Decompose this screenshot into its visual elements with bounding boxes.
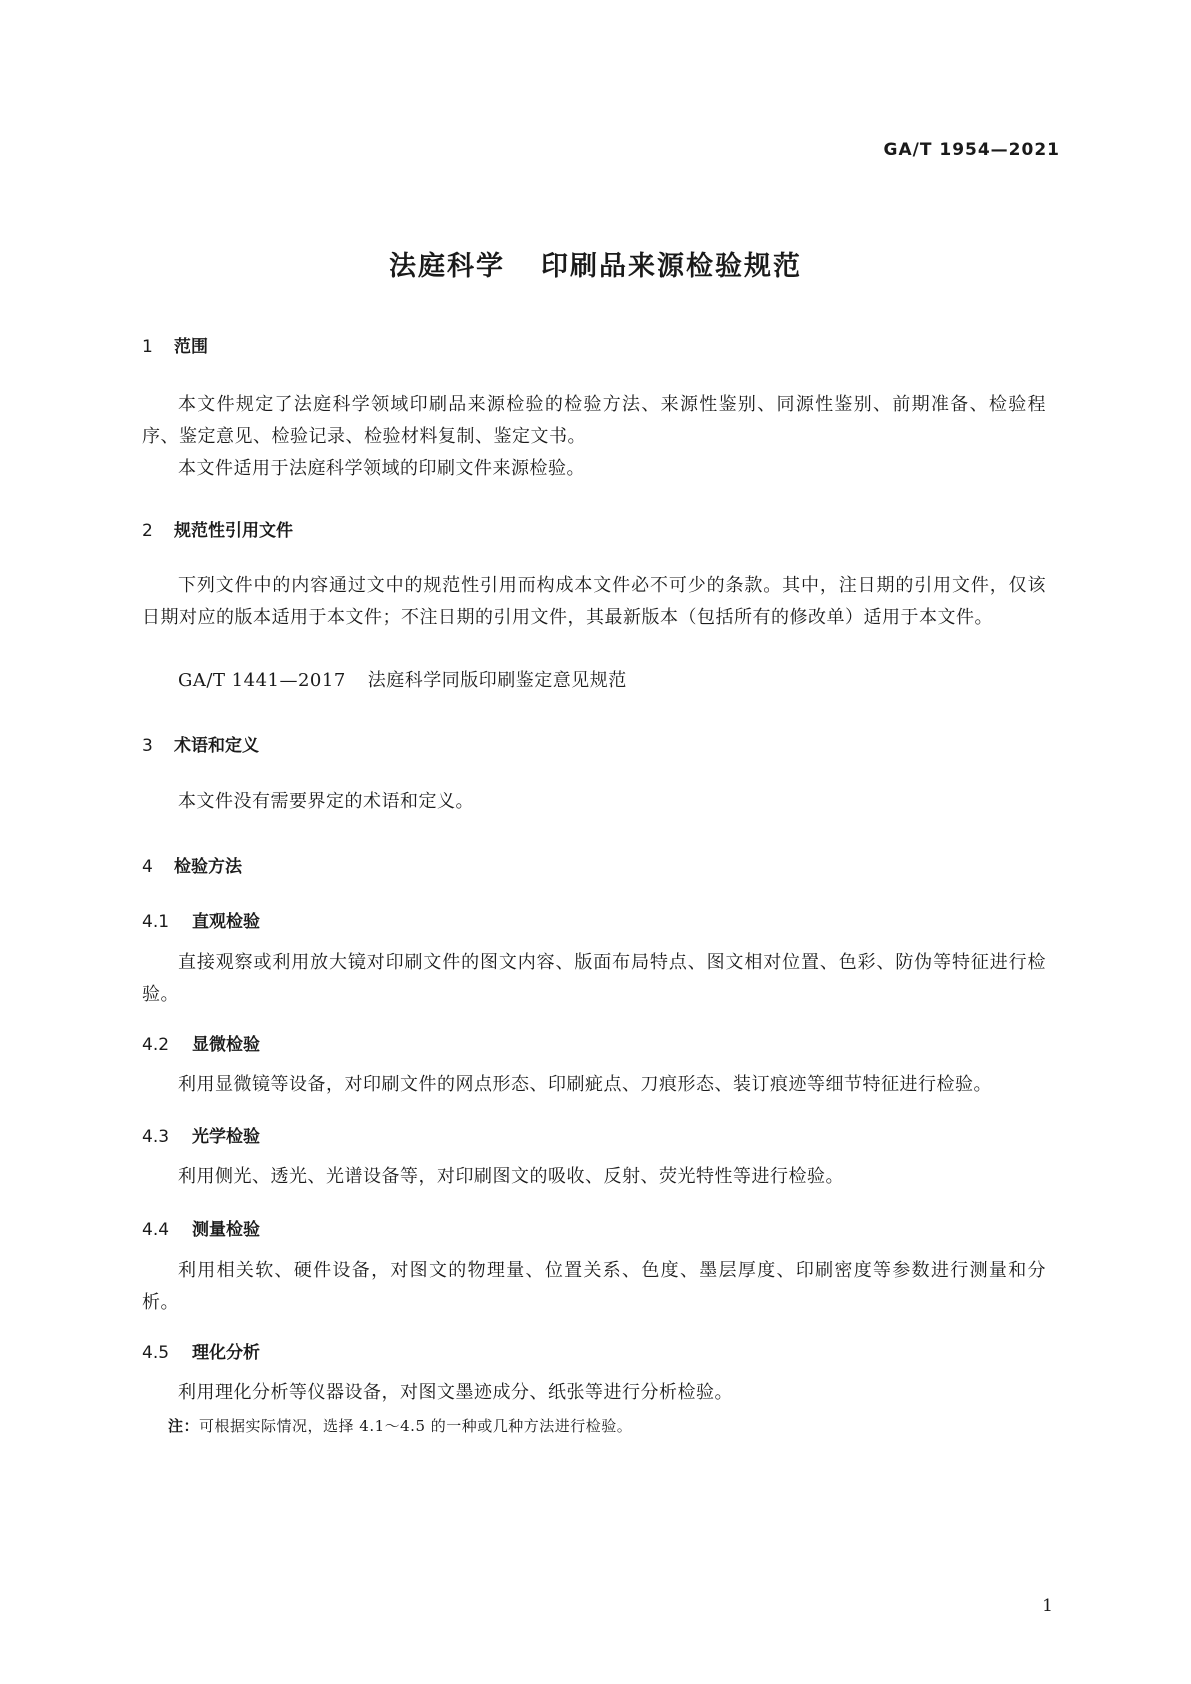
section-number: 3 (142, 736, 153, 756)
section-number: 4 (142, 857, 153, 877)
subsection-4-2-text: 利用显微镜等设备，对印刷文件的网点形态、印刷疵点、刀痕形态、装订痕迹等细节特征进行检验。 (178, 1074, 992, 1095)
section-1-paragraph-2: 本文件适用于法庭科学领域的印刷文件来源检验。 (178, 458, 585, 479)
section-4-heading (142, 852, 242, 877)
subsection-4-5-text: 利用理化分析等仪器设备，对图文墨迹成分、纸张等进行分析检验。 (178, 1382, 733, 1403)
normative-reference (178, 666, 627, 692)
subsection-number: 4.5 (142, 1343, 170, 1363)
section-2-heading (142, 516, 293, 541)
section-title: 范围 (174, 337, 208, 357)
subsection-4-2-heading (142, 1030, 260, 1055)
section-title: 检验方法 (174, 857, 242, 877)
section-2-paragraph-1: 下列文件中的内容通过文中的规范性引用而构成本文件必不可少的条款。其中，注日期的引用文件，仅该日期对应的版本适用于本文件；不注日期的引用文件，其最新版本（包括所有的修改单）适用于本文件。 (142, 575, 1046, 628)
subsection-4-3-heading (142, 1122, 260, 1147)
method-note (168, 1415, 632, 1436)
section-3-heading (142, 731, 259, 756)
standard-code: GA/T 1954—2021 (883, 140, 1060, 160)
title-part-2: 印刷品来源检验规范 (541, 251, 802, 282)
subsection-title: 理化分析 (192, 1343, 260, 1363)
section-1-paragraph-1: 本文件规定了法庭科学领域印刷品来源检验的检验方法、来源性鉴别、同源性鉴别、前期准备、检验程序、鉴定意见、检验记录、检验材料复制、鉴定文书。 (142, 394, 1046, 447)
reference-code: GA/T 1441—2017 (178, 670, 346, 691)
subsection-number: 4.1 (142, 912, 170, 932)
subsection-4-4-text: 利用相关软、硬件设备，对图文的物理量、位置关系、色度、墨层厚度、印刷密度等参数进行测量和分析。 (142, 1260, 1046, 1313)
subsection-4-5-heading (142, 1338, 260, 1363)
subsection-number: 4.3 (142, 1127, 170, 1147)
subsection-number: 4.2 (142, 1035, 170, 1055)
subsection-4-3-text: 利用侧光、透光、光谱设备等，对印刷图文的吸收、反射、荧光特性等进行检验。 (178, 1166, 844, 1187)
subsection-title: 测量检验 (192, 1220, 260, 1240)
subsection-title: 直观检验 (192, 912, 260, 932)
page-number: 1 (1042, 1596, 1053, 1616)
section-number: 2 (142, 521, 153, 541)
document-title (0, 244, 1191, 283)
section-1-heading (142, 332, 208, 357)
section-title: 术语和定义 (174, 736, 259, 756)
section-title: 规范性引用文件 (174, 521, 293, 541)
note-text: 可根据实际情况，选择 4.1～4.5 的一种或几种方法进行检验。 (199, 1417, 633, 1435)
title-part-1: 法庭科学 (389, 251, 505, 282)
reference-title: 法庭科学同版印刷鉴定意见规范 (367, 670, 627, 691)
subsection-title: 光学检验 (192, 1127, 260, 1147)
section-number: 1 (142, 337, 153, 357)
note-label: 注： (168, 1417, 200, 1435)
section-3-paragraph-1: 本文件没有需要界定的术语和定义。 (178, 791, 474, 812)
subsection-number: 4.4 (142, 1220, 170, 1240)
subsection-4-1-text: 直接观察或利用放大镜对印刷文件的图文内容、版面布局特点、图文相对位置、色彩、防伪等特征进行检验。 (142, 952, 1046, 1005)
subsection-title: 显微检验 (192, 1035, 260, 1055)
subsection-4-4-heading (142, 1215, 260, 1240)
subsection-4-1-heading (142, 907, 260, 932)
